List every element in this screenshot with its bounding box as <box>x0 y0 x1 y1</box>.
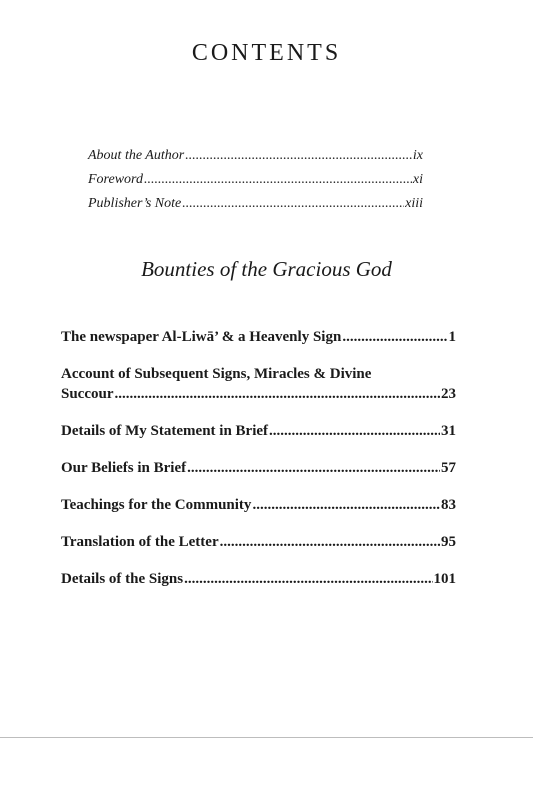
dot-leader <box>220 532 440 552</box>
front-matter-item-about-author[interactable] <box>88 144 423 168</box>
section-title: Bounties of the Gracious God <box>141 257 392 281</box>
toc-row <box>61 384 456 404</box>
toc-page-number: 101 <box>433 571 456 587</box>
toc-entry-details-of-my-statement[interactable] <box>61 421 456 441</box>
toc-page-number: 95 <box>441 534 456 550</box>
dot-leader <box>342 327 447 347</box>
toc-entry-teachings-for-community[interactable] <box>61 495 456 515</box>
toc-row <box>61 532 456 552</box>
toc-entry-label-line1: Account of Subsequent Signs, Miracles & Divine <box>61 366 372 382</box>
dot-leader <box>252 495 440 515</box>
front-matter-label: About the Author <box>88 148 185 163</box>
toc-entry-label: The newspaper Al-Liwā’ & a Heavenly Sign <box>61 329 342 345</box>
front-matter-page-number: ix <box>412 148 423 163</box>
dot-leader <box>269 421 440 441</box>
toc-row <box>61 327 456 347</box>
toc-entry-account-of-subsequent-signs[interactable] <box>61 364 456 404</box>
toc-entry-newspaper-al-liwa[interactable] <box>61 327 456 347</box>
dot-leader <box>184 569 432 589</box>
page-title: CONTENTS <box>191 40 342 66</box>
toc-entry-label: Succour <box>61 386 114 402</box>
toc-list <box>61 327 456 606</box>
toc-row <box>61 569 456 589</box>
front-matter-item-publishers-note[interactable] <box>88 192 423 216</box>
toc-page-number: 1 <box>448 329 456 345</box>
toc-entry-label: Teachings for the Community <box>61 497 252 513</box>
dot-leader <box>182 192 404 216</box>
toc-entry-label: Details of the Signs <box>61 571 184 587</box>
toc-entry-translation-of-letter[interactable] <box>61 532 456 552</box>
dot-leader <box>144 168 412 192</box>
dot-leader <box>185 144 412 168</box>
toc-page-number: 57 <box>441 460 456 476</box>
toc-row <box>61 495 456 515</box>
toc-entry-our-beliefs[interactable] <box>61 458 456 478</box>
toc-entry-label: Translation of the Letter <box>61 534 219 550</box>
front-matter-item-foreword[interactable] <box>88 168 423 192</box>
toc-page-number: 83 <box>441 497 456 513</box>
dot-leader <box>115 384 441 404</box>
toc-row <box>61 458 456 478</box>
front-matter-page-number: xiii <box>405 196 423 211</box>
toc-entry-label: Our Beliefs in Brief <box>61 460 187 476</box>
toc-entry-label: Details of My Statement in Brief <box>61 423 269 439</box>
dot-leader <box>187 458 440 478</box>
footer-divider <box>0 737 533 738</box>
toc-page-number: 23 <box>441 386 456 402</box>
toc-page-number: 31 <box>441 423 456 439</box>
toc-entry-details-of-signs[interactable] <box>61 569 456 589</box>
front-matter-label: Foreword <box>88 172 143 187</box>
front-matter-list <box>88 144 423 216</box>
front-matter-page-number: xi <box>412 172 423 187</box>
toc-row <box>61 421 456 441</box>
front-matter-label: Publisher’s Note <box>88 196 182 211</box>
